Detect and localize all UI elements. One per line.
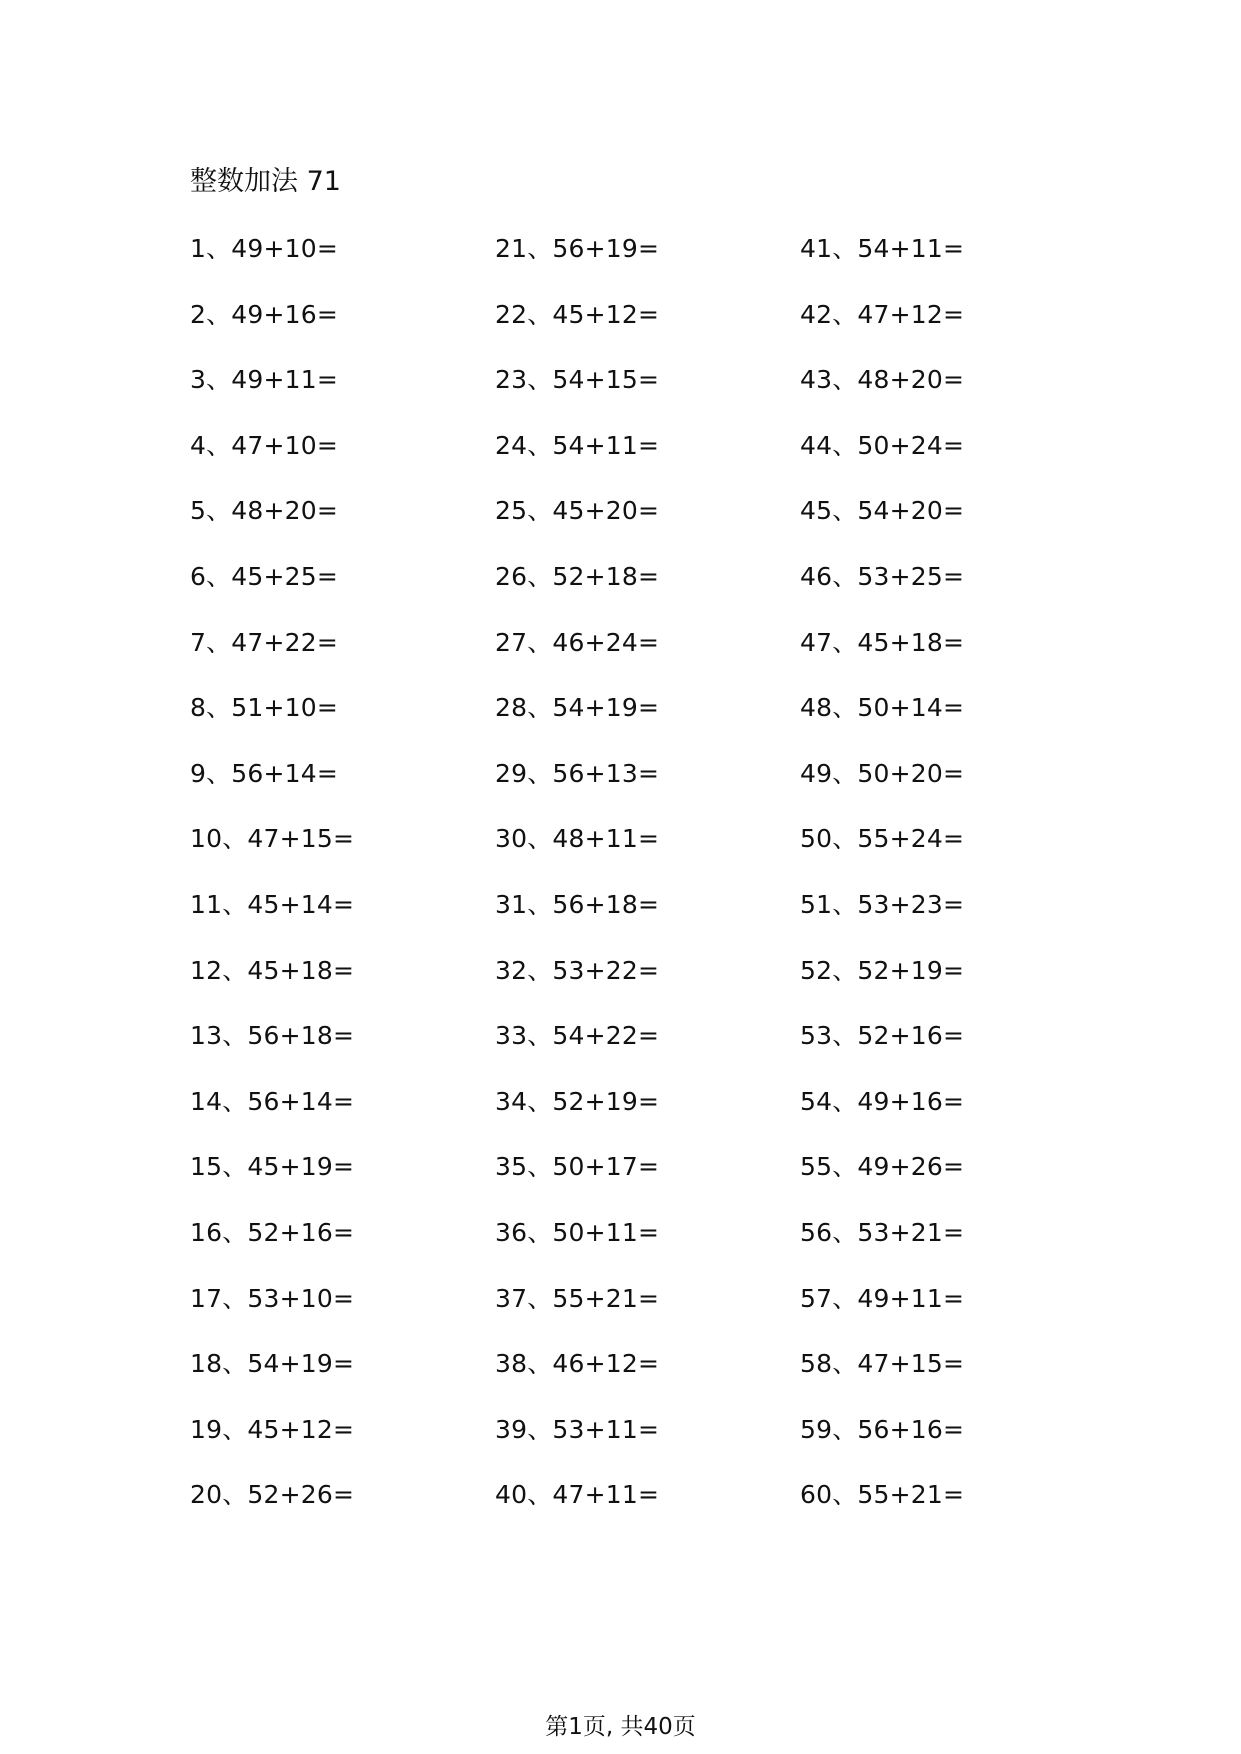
problem-item: 35、50+17= <box>495 1152 660 1182</box>
problem-item: 33、54+22= <box>495 1021 660 1051</box>
worksheet-title: 整数加法 71 <box>190 166 341 197</box>
problem-item: 60、55+21= <box>800 1480 965 1510</box>
problem-item: 48、50+14= <box>800 693 965 723</box>
problem-item: 24、54+11= <box>495 430 660 460</box>
problem-item: 41、54+11= <box>800 234 965 263</box>
problem-item: 58、47+15= <box>800 1349 965 1379</box>
problem-item: 2、49+16= <box>190 299 339 329</box>
problem-item: 23、54+15= <box>495 365 660 395</box>
problem-item: 40、47+11= <box>495 1480 660 1510</box>
problem-item: 45、54+20= <box>800 496 965 526</box>
problem-item: 16、52+16= <box>190 1217 355 1247</box>
problem-item: 56、53+21= <box>800 1217 965 1247</box>
problem-item: 51、53+23= <box>800 889 965 919</box>
problem-item: 59、56+16= <box>800 1414 965 1444</box>
problem-item: 1、49+10= <box>190 234 339 263</box>
problem-item: 7、47+22= <box>190 627 339 657</box>
problem-item: 32、53+22= <box>495 955 660 985</box>
problem-item: 47、45+18= <box>800 627 965 657</box>
problem-item: 12、45+18= <box>190 955 355 985</box>
problem-item: 13、56+18= <box>190 1021 355 1051</box>
problem-grid <box>190 230 1105 1542</box>
problem-item: 36、50+11= <box>495 1217 660 1247</box>
problem-item: 17、53+10= <box>190 1283 355 1313</box>
problem-item: 10、47+15= <box>190 824 355 854</box>
problem-item: 3、49+11= <box>190 365 339 395</box>
problem-item: 25、45+20= <box>495 496 660 526</box>
problem-item: 49、50+20= <box>800 758 965 788</box>
problem-item: 50、55+24= <box>800 824 965 854</box>
problem-item: 18、54+19= <box>190 1349 355 1379</box>
problem-item: 15、45+19= <box>190 1152 355 1182</box>
problem-item: 43、48+20= <box>800 365 965 395</box>
problem-item: 19、45+12= <box>190 1414 355 1444</box>
problem-item: 6、45+25= <box>190 561 339 591</box>
problem-item: 22、45+12= <box>495 299 660 329</box>
page-number-footer: 第1页, 共40页 <box>545 1714 696 1740</box>
problem-item: 4、47+10= <box>190 430 339 460</box>
problem-item: 38、46+12= <box>495 1349 660 1379</box>
problem-item: 42、47+12= <box>800 299 965 329</box>
problem-item: 52、52+19= <box>800 955 965 985</box>
problem-item: 30、48+11= <box>495 824 660 854</box>
problem-item: 55、49+26= <box>800 1152 965 1182</box>
problem-item: 37、55+21= <box>495 1283 660 1313</box>
problem-item: 5、48+20= <box>190 496 339 526</box>
problem-item: 29、56+13= <box>495 758 660 788</box>
problem-item: 27、46+24= <box>495 627 660 657</box>
problem-item: 44、50+24= <box>800 430 965 460</box>
problem-item: 9、56+14= <box>190 758 339 788</box>
problem-item: 11、45+14= <box>190 889 355 919</box>
problem-item: 8、51+10= <box>190 693 339 723</box>
problem-item: 26、52+18= <box>495 561 660 591</box>
problem-item: 34、52+19= <box>495 1086 660 1116</box>
problem-item: 53、52+16= <box>800 1021 965 1051</box>
problem-item: 46、53+25= <box>800 561 965 591</box>
problem-item: 20、52+26= <box>190 1480 355 1510</box>
problem-item: 21、56+19= <box>495 234 660 263</box>
problem-item: 31、56+18= <box>495 889 660 919</box>
problem-item: 39、53+11= <box>495 1414 660 1444</box>
problem-item: 14、56+14= <box>190 1086 355 1116</box>
problem-item: 54、49+16= <box>800 1086 965 1116</box>
problem-item: 28、54+19= <box>495 693 660 723</box>
problem-item: 57、49+11= <box>800 1283 965 1313</box>
